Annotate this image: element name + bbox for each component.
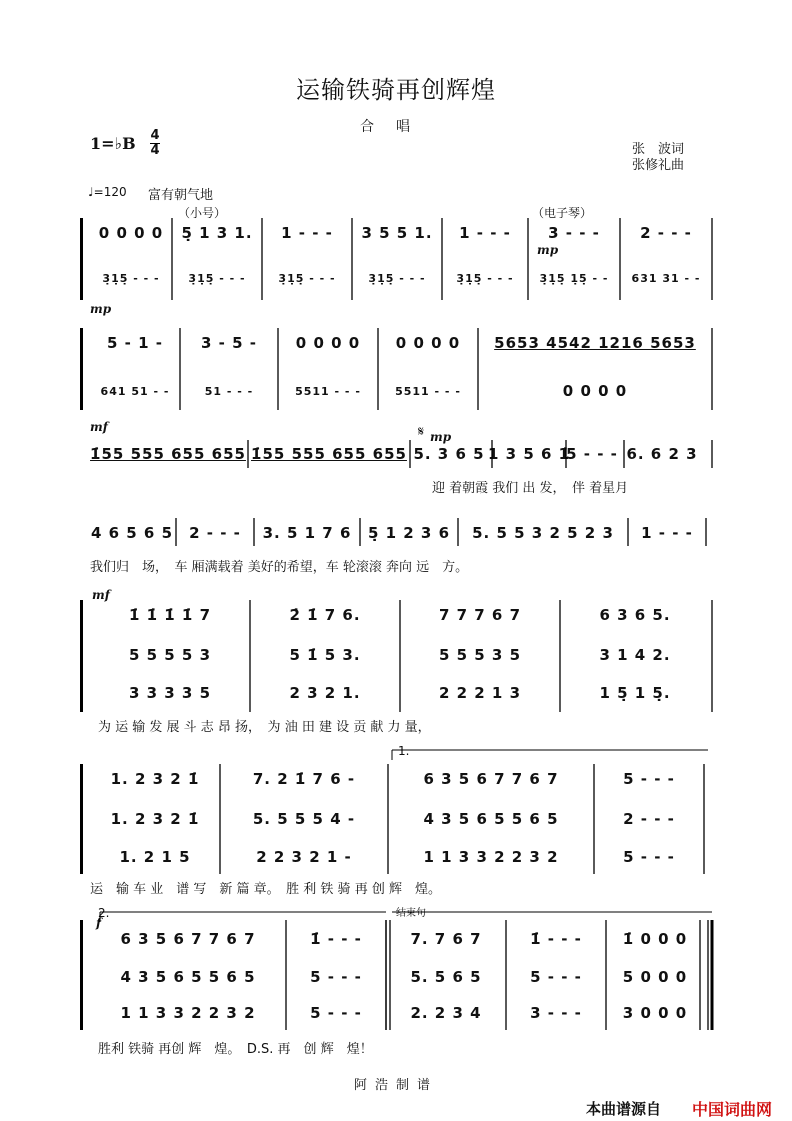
measure: 1̇ - - - bbox=[530, 930, 582, 948]
measure: 2 3 2 1. bbox=[289, 684, 361, 702]
measure: 3 - - - bbox=[548, 224, 600, 242]
measure: 3̣1̣5̣ - - - bbox=[102, 272, 160, 285]
measure: 3̣1̣5̣ - - - bbox=[278, 272, 336, 285]
measure: 2 2 3 2 1 - bbox=[256, 848, 352, 866]
measure: 2. 2 3 4 bbox=[410, 1004, 482, 1022]
expression-marking: 富有朝气地 bbox=[148, 188, 214, 203]
measure: 5511 - - - bbox=[395, 384, 461, 398]
measure: 5̣ 1 3 1. bbox=[181, 224, 253, 242]
measure: 3̣1̣5̣ - - - bbox=[368, 272, 426, 285]
measure: 631 31 - - bbox=[631, 272, 701, 285]
measure: 1̇ 0 0 0 bbox=[622, 930, 688, 948]
lyrics-line: 运 输 车 业 谱 写 新 篇 章。 胜 利 铁 骑 再 创 辉 煌。 bbox=[90, 882, 441, 897]
measure: 5. 3 6 5 bbox=[413, 445, 485, 463]
measure: 5 - - - bbox=[310, 1004, 362, 1022]
measure: 1̇55 555 655 655 bbox=[251, 445, 407, 463]
measure: 6 3 6 5. bbox=[599, 606, 671, 624]
measure: 3̣1̣5̣ - - - bbox=[188, 272, 246, 285]
measure: 3̣1̣5̣ - - - bbox=[456, 272, 514, 285]
measure: 1 - - - bbox=[641, 524, 693, 542]
measure: 1. 2 3 2 1̇ bbox=[110, 770, 200, 788]
measure: 5 - - - bbox=[310, 968, 362, 986]
measure: 5 5 5 5 3 bbox=[128, 646, 212, 664]
source-label: 本曲谱源自 bbox=[586, 1100, 662, 1118]
measure: 5 1̇ 5 3. bbox=[289, 646, 361, 664]
trumpet-annotation: （小号） bbox=[178, 206, 227, 220]
measure: 7. 2 1̇ 7 6 - bbox=[252, 770, 356, 788]
measure: 1 - - - bbox=[459, 224, 511, 242]
measure: 5511 - - - bbox=[295, 384, 361, 398]
measure: 5. 5 6 5 bbox=[410, 968, 482, 986]
measure: 5 - - - bbox=[623, 848, 675, 866]
dynamic-mp: mp bbox=[90, 302, 112, 316]
measure: 7 7 7 6 7 bbox=[438, 606, 522, 624]
measure: 2̇ 1̇ 7 6. bbox=[289, 606, 361, 624]
measure: 1 1 3 3 2 2 3 2 bbox=[120, 1004, 256, 1022]
measure: 0 0 0 0 bbox=[98, 224, 164, 242]
tempo-marking: ♩=120 bbox=[88, 185, 127, 199]
measure: 0 0 0 0 bbox=[395, 334, 461, 352]
measure: 1 - - - bbox=[281, 224, 333, 242]
measure: 0 0 0 0 bbox=[562, 382, 628, 400]
measure: 3 1 4 2. bbox=[599, 646, 671, 664]
measure: 3. 5 1 7 6 bbox=[262, 524, 352, 542]
second-ending-label: 2. bbox=[98, 906, 110, 920]
dynamic-f: f bbox=[96, 916, 102, 930]
segno-icon: 𝄋 bbox=[418, 424, 425, 440]
lyrics-line: 迎 着朝霞 我们 出 发， 伴 着星月 bbox=[432, 481, 629, 496]
measure: 5 - - - bbox=[623, 770, 675, 788]
measure: 5 - - - bbox=[566, 445, 618, 463]
measure: 2 - - - bbox=[189, 524, 241, 542]
measure: 7. 7 6 7 bbox=[410, 930, 482, 948]
lyrics-line: 为 运 输 发 展 斗 志 昂 扬， 为 油 田 建 设 贡 献 力 量， bbox=[98, 720, 431, 735]
measure: 5 - 1 - bbox=[107, 334, 163, 352]
measure: 5653 4542 1216 5653 bbox=[494, 334, 696, 352]
measure: 1 3 5 6 1̇ bbox=[488, 445, 571, 463]
measure: 5. 5 5 3 2 5 2 3 bbox=[472, 524, 614, 542]
measure: 3 - 5 - bbox=[201, 334, 257, 352]
measure: 1̇ 1̇ 1̇ 1̇ 7 bbox=[128, 606, 212, 624]
measure: 5. 5 5 5 4 - bbox=[252, 810, 356, 828]
time-signature: 4 4 bbox=[150, 128, 160, 158]
measure: 1 5̣ 1 5̣. bbox=[599, 684, 671, 702]
lyricist-credit: 张 波词 bbox=[632, 142, 685, 157]
composer-credit: 张修礼曲 bbox=[632, 158, 685, 173]
measure: 3 5 5 1. bbox=[361, 224, 433, 242]
measure: 3 0 0 0 bbox=[622, 1004, 688, 1022]
measure: 3 3 3 3 5 bbox=[128, 684, 212, 702]
arranger-credit: 阿浩制谱 bbox=[353, 1078, 438, 1093]
coda-label: 结束句 bbox=[396, 908, 426, 919]
dynamic-mf: mf bbox=[90, 420, 108, 434]
measure: 6 3 5 6 7 7 6 7 bbox=[423, 770, 559, 788]
keyboard-annotation: （电子琴） bbox=[532, 206, 593, 220]
dynamic-mp: mp bbox=[537, 243, 559, 257]
first-ending-label: 1. bbox=[398, 744, 410, 758]
measure: 641 51 - - bbox=[100, 384, 170, 398]
measure: 5̣ 1 2 3 6 bbox=[367, 524, 451, 542]
measure: 6. 6 2 3 bbox=[626, 445, 698, 463]
measure: 1 1 3 3 2 2 3 2 bbox=[423, 848, 559, 866]
measure: 2 - - - bbox=[623, 810, 675, 828]
measure: 1. 2 3 2 1̇ bbox=[110, 810, 200, 828]
measure: 5 5 5 3 5 bbox=[438, 646, 522, 664]
measure: 4 3 5 6 5 5 6 5 bbox=[423, 810, 559, 828]
measure: 5 0 0 0 bbox=[622, 968, 688, 986]
lyrics-line: 胜利 铁骑 再创 辉 煌。 D.S. 再 创 辉 煌！ bbox=[98, 1042, 373, 1057]
measure: 1̇55 555 655 655 bbox=[90, 445, 246, 463]
measure: 5 - - - bbox=[530, 968, 582, 986]
measure: 3̣1̣5̣ 1̣5̣ - - bbox=[539, 272, 609, 285]
measure: 6 3 5 6 7 7 6 7 bbox=[120, 930, 256, 948]
measure: 2 - - - bbox=[640, 224, 692, 242]
measure: 0 0 0 0 bbox=[295, 334, 361, 352]
measure: 1̇ - - - bbox=[310, 930, 362, 948]
measure: 4 6 5 6 5 bbox=[90, 524, 174, 542]
source-site-link[interactable]: 中国词曲网 bbox=[692, 1100, 773, 1119]
lyrics-line: 我们归 场， 车 厢满载着 美好的希望，车 轮滚滚 奔向 远 方。 bbox=[90, 560, 469, 575]
measure: 51 - - - bbox=[204, 384, 254, 398]
page-title: 运输铁骑再创辉煌 bbox=[296, 76, 496, 104]
measure: 2 2 2 1 3 bbox=[438, 684, 522, 702]
dynamic-mp: mp bbox=[430, 430, 452, 444]
measure: 1. 2 1 5 bbox=[119, 848, 191, 866]
measure: 4 3 5 6 5 5 6 5 bbox=[120, 968, 256, 986]
key-signature: 1=♭B bbox=[90, 134, 136, 153]
measure: 3 - - - bbox=[530, 1004, 582, 1022]
subtitle: 合唱 bbox=[360, 119, 432, 135]
dynamic-mf: mf bbox=[92, 588, 110, 602]
